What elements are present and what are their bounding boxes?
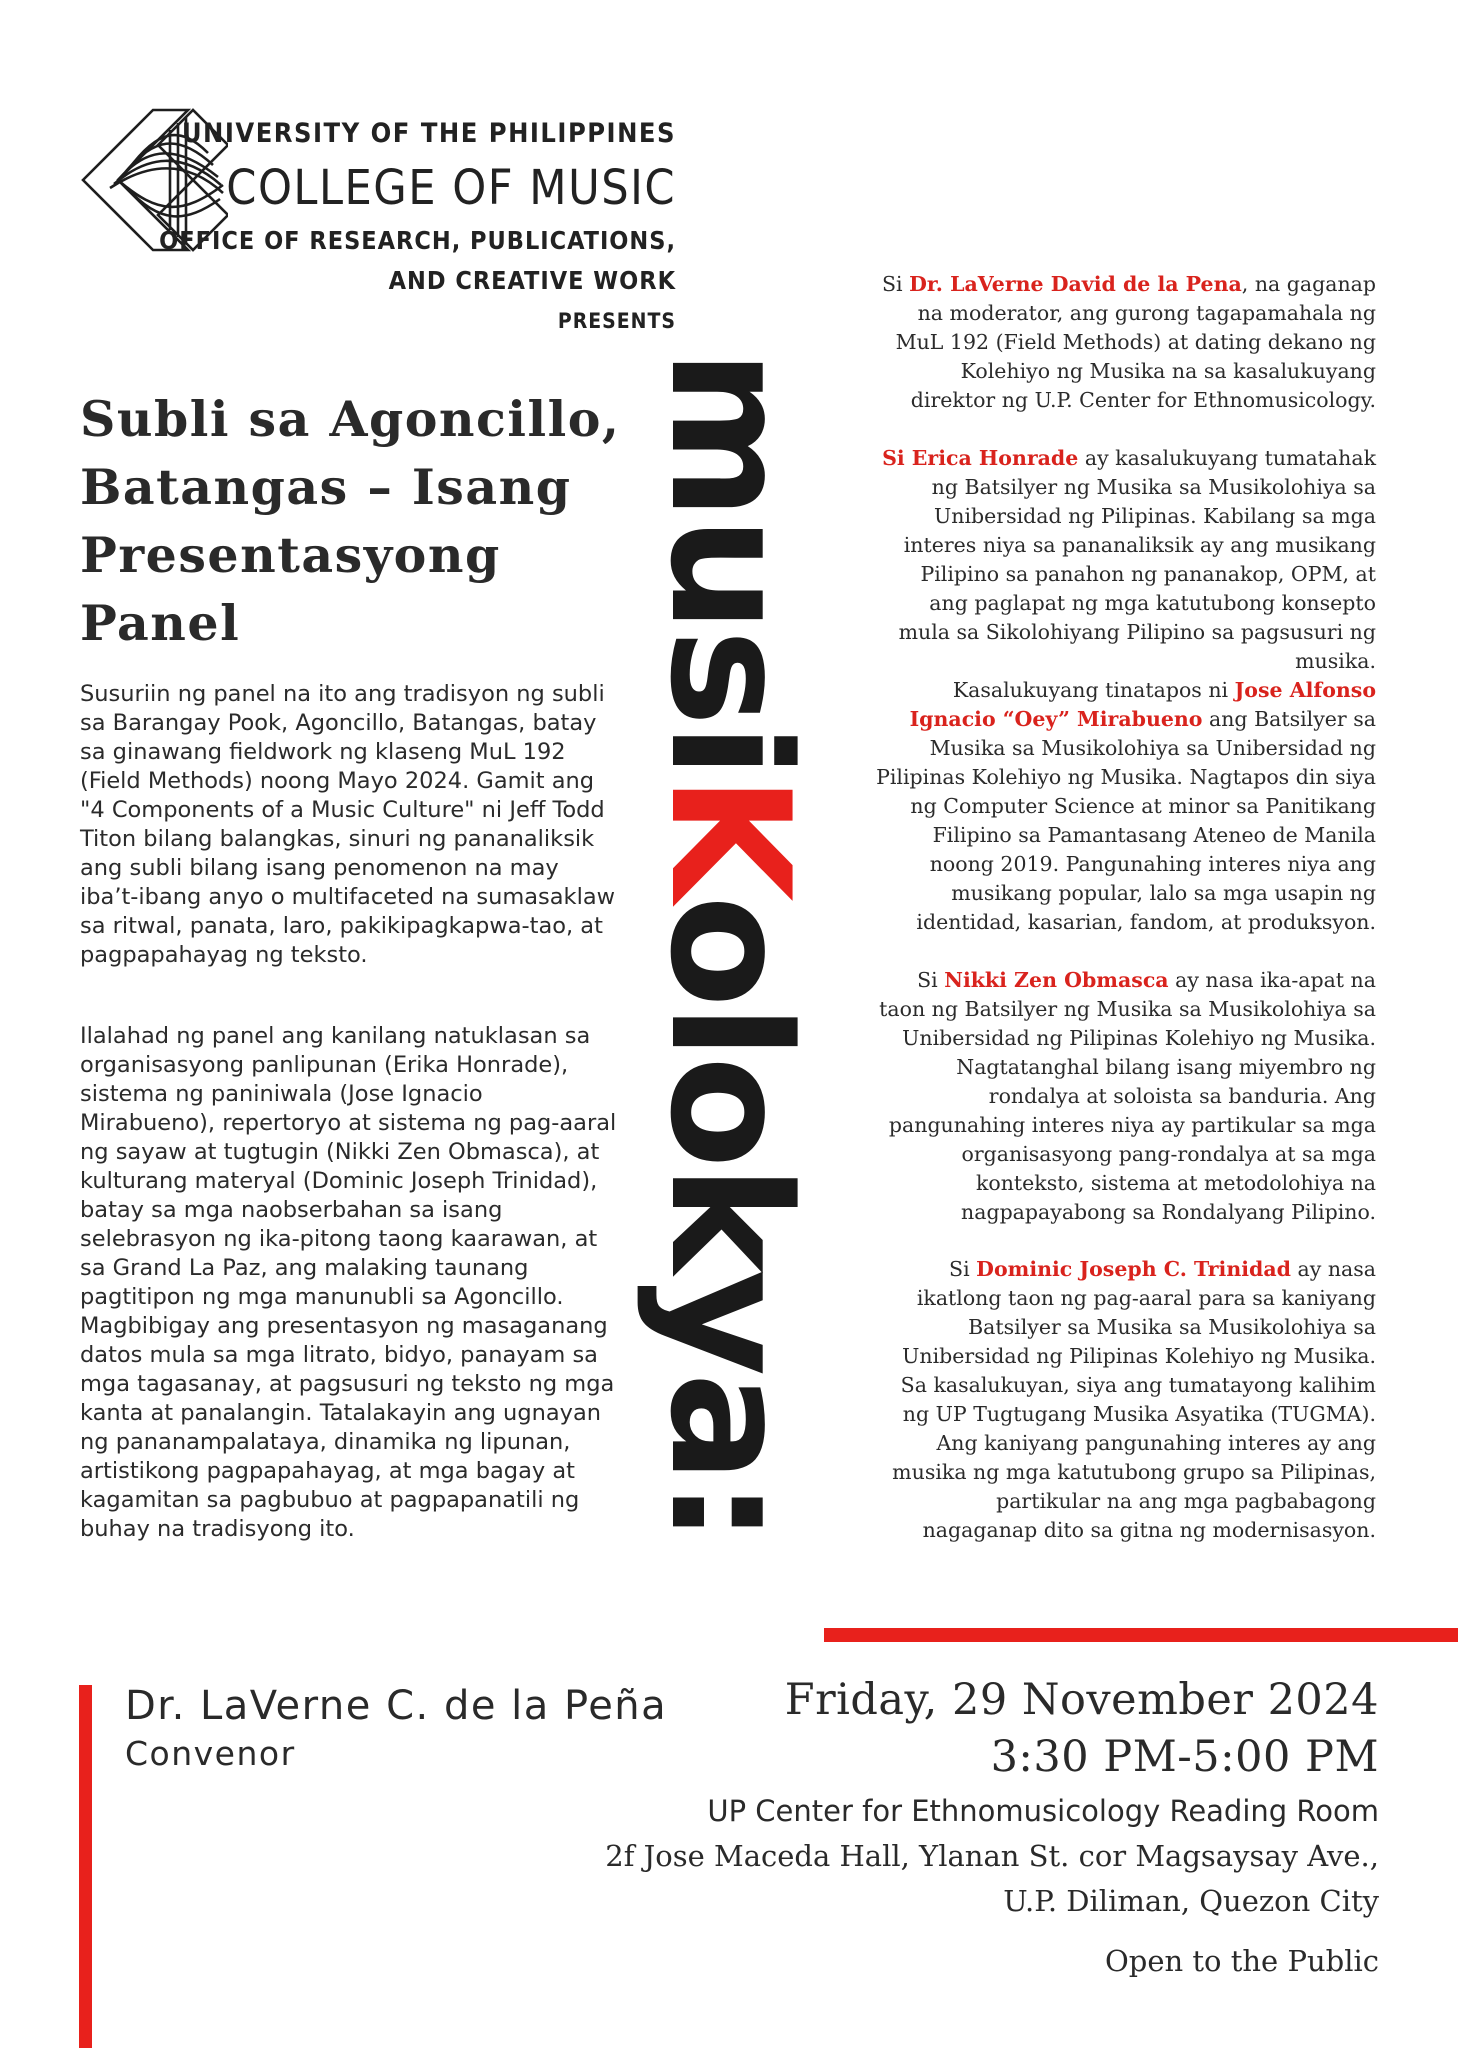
event-access-note: Open to the Public (1105, 1944, 1379, 1978)
header-presents: PRESENTS (557, 309, 676, 333)
bio-pre: Si (881, 272, 910, 296)
convenor-name: Dr. LaVerne C. de la Peña (125, 1683, 668, 1729)
event-venue-line1: UP Center for Ethnomusicology Reading Room (707, 1794, 1379, 1828)
description-paragraph-1: Susuriin ng panel na ito ang tradisyon ng subli sa Barangay Pook, Agoncillo, Batangas, batay sa ginawang fieldwork ng klaseng MuL 192 (Field Methods) noong Mayo 2024. Gamit ang "4 Components of a Music Culture" ni Jeff Todd Titon bilang balangkas, sinuri ng pananaliksik ang subli bilang isang penomenon na may iba’t-ibang anyo o multifaceted na sumasaklaw sa ritwal, panata, laro, pakikipagkapwa-tao, at pagpapahayag ng teksto. (80, 681, 616, 968)
event-venue-line2: 2f Jose Maceda Hall, Ylanan St. cor Magsaysay Ave., (605, 1839, 1379, 1873)
series-title-highlight: K (634, 774, 825, 895)
red-divider-vertical (79, 1685, 92, 2048)
series-title-part1: musi (634, 349, 825, 775)
series-title-part2: olokya: (634, 894, 825, 1541)
bio-name: Dr. LaVerne David de la Pena (909, 272, 1242, 296)
header-college: COLLEGE OF MUSIC (226, 160, 676, 216)
event-title: Subli sa Agoncillo, Batangas – Isang Presentasyong Panel (80, 390, 621, 652)
bio-paragraph (876, 270, 1376, 415)
bio-text: ang Batsilyer sa Musika sa Musikolohiya sa Unibersidad ng Pilipinas Kolehiyo ng Musika. Nagtapos din siya ng Computer Science at minor sa Panitikang Filipino sa Pamantasang Ateneo de Manila noong 2019. Pangunahing interes niya ang musikang popular, lalo sa mga usapin ng identidad, kasarian, fandom, at produksyon. (876, 707, 1376, 934)
bio-paragraph (876, 966, 1376, 1227)
series-title-vertical (634, 330, 825, 1560)
header-office-line1: OFFICE OF RESEARCH, PUBLICATIONS, (159, 226, 676, 255)
bio-text: ay kasalukuyang tumatahak ng Batsilyer ng Musika sa Musikolohiya sa Unibersidad ng Pilipinas. Kabilang sa mga interes niya sa pananaliksik ay ang musikang Pilipino sa panahon ng pananakop, OPM, at ang paglapat ng mga katutubong konsepto mula sa Sikolohiyang Pilipino sa pagsusuri ng musika. (898, 446, 1376, 673)
bio-text: , na gaganap na moderator, ang gurong tagapamahala ng MuL 192 (Field Methods) at dating dekano ng Kolehiyo ng Musika na sa kasalukuyang direktor ng U.P. Center for Ethnomusicology. (895, 272, 1376, 412)
bio-text: ay nasa ikatlong taon ng pag-aaral para sa kaniyang Batsilyer sa Musika sa Musikolohiya sa Unibersidad ng Pilipinas Kolehiyo ng Musika. Sa kasalukuyan, siya ang tumatayong kalihim ng UP Tugtugang Musika Asyatika (TUGMA). Ang kaniyang pangunahing interes ay ang musika ng mga katutubong grupo sa Pilipinas, partikular na ang mga pagbabagong nagaganap dito sa gitna ng modernisasyon. (892, 1257, 1376, 1542)
bio-pre: Kasalukuyang tinatapos ni (952, 678, 1235, 702)
event-date: Friday, 29 November 2024 (784, 1675, 1379, 1725)
bio-paragraph (876, 444, 1376, 676)
bio-paragraph (876, 1255, 1376, 1545)
header-office-line2: AND CREATIVE WORK (388, 266, 676, 295)
description-paragraph-2: Ilalahad ng panel ang kanilang natuklasan sa organisasyong panlipunan (Erika Honrade), sistema ng paniniwala (Jose Ignacio Mirabueno), repertoryo at sistema ng pag-aaral ng sayaw at tugtugin (Nikki Zen Obmasca), at kulturang materyal (Dominic Joseph Trinidad), batay sa mga naobserbahan sa isang selebrasyon ng ika-pitong taong kaarawan, at sa Grand La Paz, ang malaking taunang pagtitipon ng mga manunubli sa Agoncillo. Magbibigay ang presentasyon ng masaganang datos mula sa mga litrato, bidyo, panayam sa mga tagasanay, at pagsusuri ng teksto ng mga kanta at panalangin. Tatalakayin ang ugnayan ng pananampalataya, dinamika ng lipunan, artistikong pagpapahayag, at mga bagay at kagamitan sa pagbubuo at pagpapanatili ng buhay na tradisyong ito. (80, 1023, 617, 1542)
red-divider-horizontal (824, 1628, 1458, 1642)
bio-pre: Si (917, 968, 945, 992)
bio-name: Dominic Joseph C. Trinidad (976, 1257, 1291, 1281)
bio-name: Si Erica Honrade (882, 446, 1079, 470)
convenor-role: Convenor (125, 1734, 296, 1773)
bio-text: ay nasa ika-apat na taon ng Batsilyer ng Musika sa Musikolohiya sa Unibersidad ng Pilipinas Kolehiyo ng Musika. Nagtatanghal bilang isang miyembro ng rondalya at soloista sa banduria. Ang pangunahing interes niya ay partikular sa mga organisasyong pang-rondalya at sa mga konteksto, sistema at metodolohiya na nagpapayabong sa Rondalyang Pilipino. (879, 968, 1376, 1224)
event-time: 3:30 PM-5:00 PM (990, 1732, 1379, 1782)
event-venue-line3: U.P. Diliman, Quezon City (1003, 1884, 1379, 1918)
header-university: UNIVERSITY OF THE PHILIPPINES (181, 118, 676, 149)
bio-paragraph (876, 676, 1376, 937)
bio-name: Nikki Zen Obmasca (944, 968, 1169, 992)
bio-pre: Si (949, 1257, 977, 1281)
bio-name: Jose Alfonso Ignacio “Oey” Mirabueno (909, 678, 1376, 731)
